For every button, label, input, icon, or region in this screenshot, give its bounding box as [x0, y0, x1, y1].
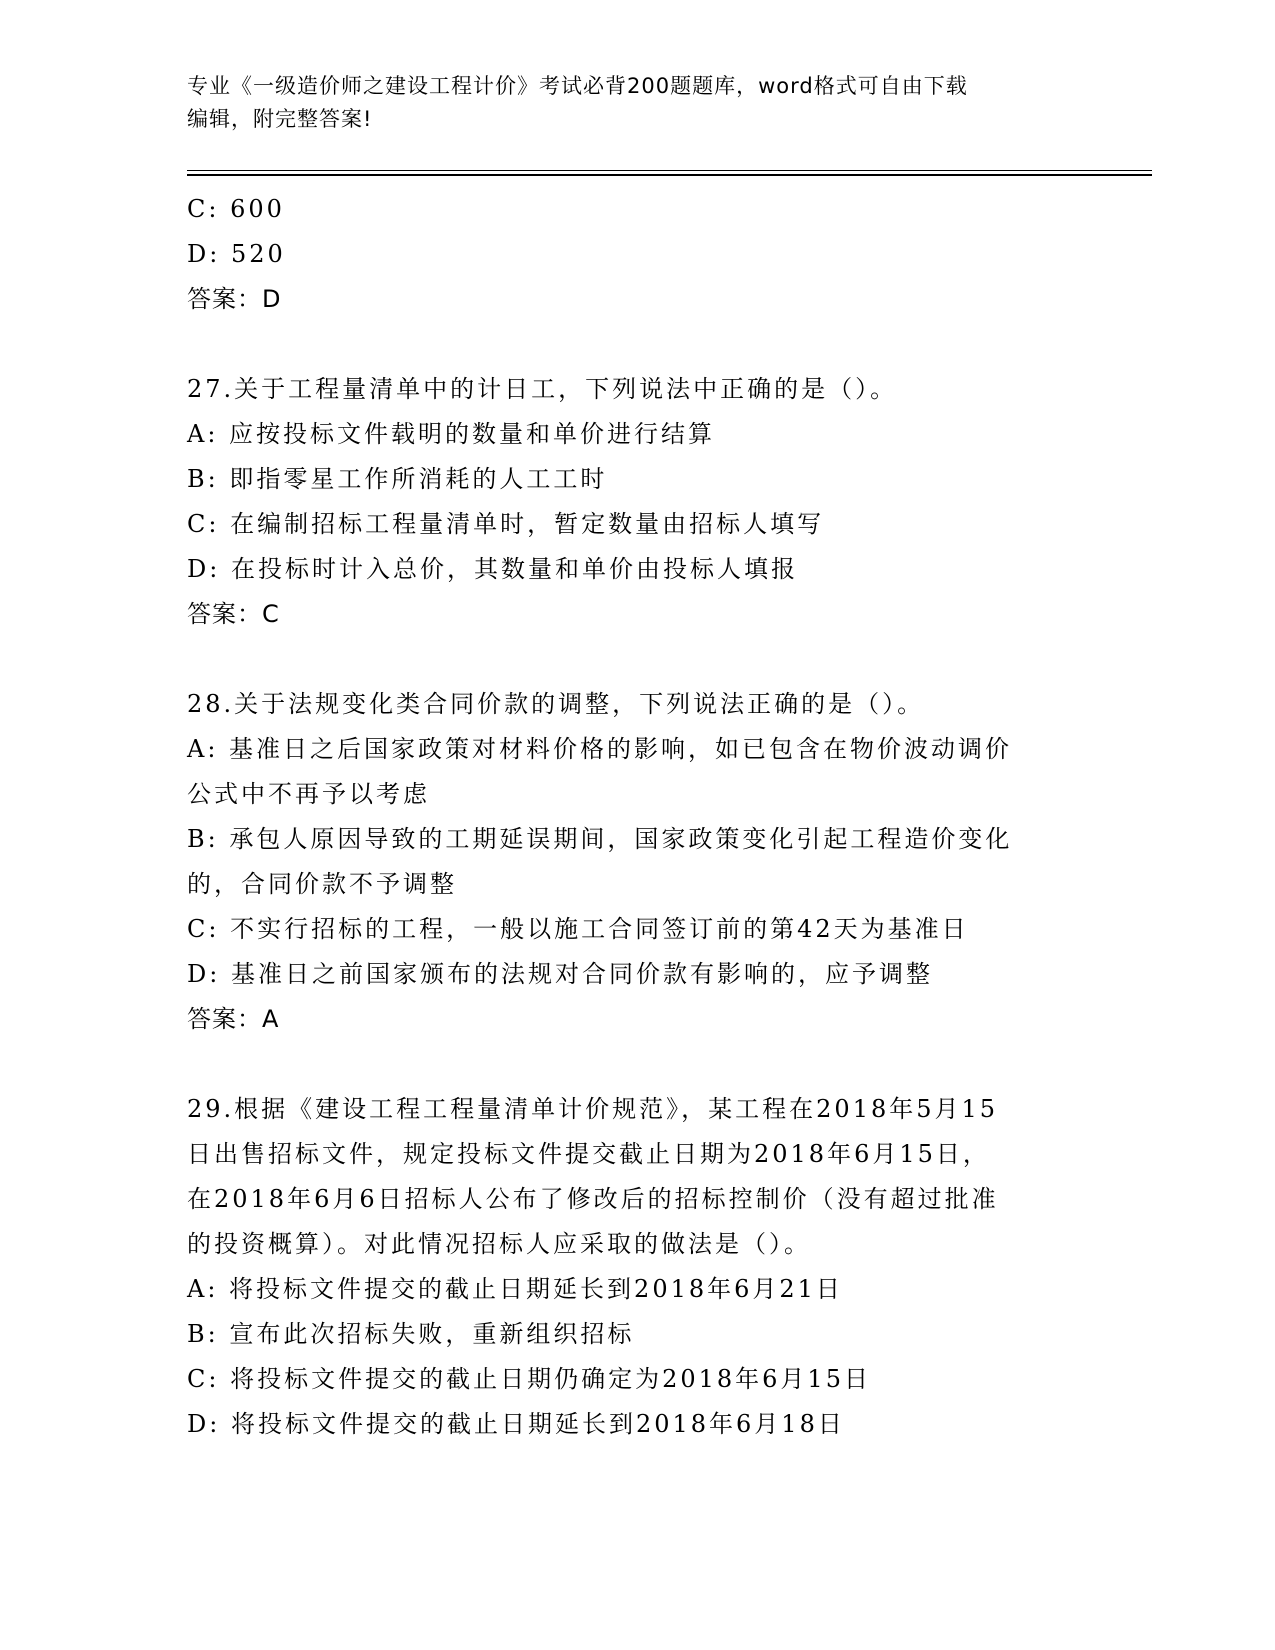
- option-c: C: 在编制招标工程量清单时，暂定数量由招标人填写: [187, 510, 825, 538]
- question-stem: 29.根据《建设工程工程量清单计价规范》，某工程在2018年5月15: [187, 1095, 999, 1123]
- document-header: [187, 70, 1087, 136]
- option-d: D: 在投标时计入总价，其数量和单价由投标人填报: [187, 555, 798, 583]
- option-c: C: 600: [187, 195, 285, 223]
- question-stem-continued: 在2018年6月6日招标人公布了修改后的招标控制价（没有超过批准: [187, 1185, 999, 1213]
- question-28: [187, 682, 1087, 1042]
- option-b-continued: 的，合同价款不予调整: [187, 870, 457, 898]
- header-line-2: 编辑，附完整答案!: [187, 107, 373, 131]
- option-d: D: 将投标文件提交的截止日期延长到2018年6月18日: [187, 1410, 845, 1438]
- option-d: D: 520: [187, 240, 286, 268]
- option-a: A: 将投标文件提交的截止日期延长到2018年6月21日: [187, 1275, 843, 1303]
- option-b: B: 宣布此次招标失败，重新组织招标: [187, 1320, 635, 1348]
- prev-question: [187, 187, 1087, 322]
- answer-line: 答案：A: [187, 1005, 280, 1033]
- option-c: C: 不实行招标的工程，一般以施工合同签订前的第42天为基准日: [187, 915, 969, 943]
- option-a-continued: 公式中不再予以考虑: [187, 780, 430, 808]
- header-divider-thin: [187, 170, 1152, 171]
- question-stem: 28.关于法规变化类合同价款的调整，下列说法正确的是（）。: [187, 690, 925, 718]
- question-29: [187, 1087, 1087, 1447]
- option-b: B: 即指零星工作所消耗的人工工时: [187, 465, 608, 493]
- option-a: A: 基准日之后国家政策对材料价格的影响，如已包含在物价波动调价: [187, 735, 1013, 763]
- answer-line: 答案：D: [187, 285, 282, 313]
- question-stem-continued: 日出售招标文件，规定投标文件提交截止日期为2018年6月15日，: [187, 1140, 990, 1168]
- answer-line: 答案：C: [187, 600, 280, 628]
- header-line-1: 专业《一级造价师之建设工程计价》考试必背200题题库，word格式可自由下载: [187, 74, 968, 98]
- header-divider-thick: [187, 174, 1152, 176]
- document-body: [187, 187, 1087, 1447]
- question-27: [187, 367, 1087, 637]
- option-a: A: 应按投标文件载明的数量和单价进行结算: [187, 420, 716, 448]
- question-stem-continued: 的投资概算）。对此情况招标人应采取的做法是（）。: [187, 1230, 811, 1258]
- question-stem: 27.关于工程量清单中的计日工，下列说法中正确的是（）。: [187, 375, 898, 403]
- option-c: C: 将投标文件提交的截止日期仍确定为2018年6月15日: [187, 1365, 871, 1393]
- option-b: B: 承包人原因导致的工期延误期间，国家政策变化引起工程造价变化: [187, 825, 1013, 853]
- option-d: D: 基准日之前国家颁布的法规对合同价款有影响的，应予调整: [187, 960, 933, 988]
